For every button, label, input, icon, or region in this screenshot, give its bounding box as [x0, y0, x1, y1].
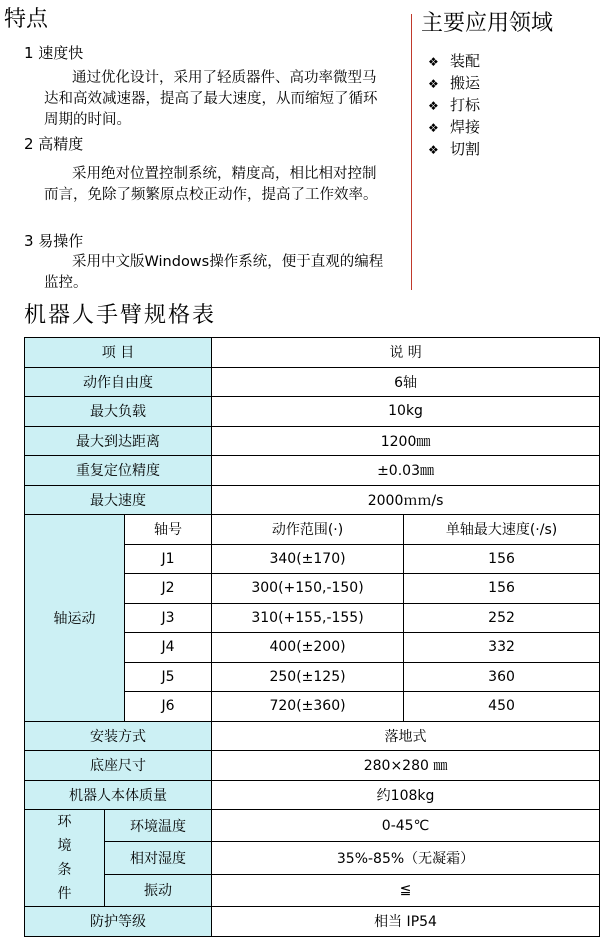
axis-range-cell: 310(+155,-155): [212, 603, 404, 633]
axis-speed-cell: 252: [404, 603, 600, 633]
axis-range-cell: 340(±170): [212, 544, 404, 574]
features-heading: 特点: [4, 7, 49, 32]
base-label: 底座尺寸: [25, 751, 212, 781]
dof-value: 6轴: [212, 367, 600, 397]
feature-2-body: 采用绝对位置控制系统，精度高，相比相对控制而言，免除了频繁原点校正动作，提高了工作效率。: [44, 166, 378, 203]
protection-value: 相当 IP54: [212, 907, 600, 937]
table-row: [25, 907, 600, 937]
install-value: 落地式: [212, 721, 600, 751]
diamond-bullet-icon: ❖: [428, 77, 439, 91]
table-row: [25, 485, 600, 515]
axis-range-cell: 720(±360): [212, 692, 404, 722]
reach-value: 1200㎜: [212, 426, 600, 456]
temp-value: 0-45℃: [212, 810, 600, 842]
diamond-bullet-icon: ❖: [428, 99, 439, 113]
vibration-label: 振动: [105, 874, 212, 906]
table-row: [25, 842, 600, 874]
application-item: ❖ 切割: [428, 140, 481, 158]
application-item: ❖ 打标: [428, 96, 481, 114]
axis-id-cell: J3: [125, 603, 212, 633]
axis-range-cell: 300(+150,-150): [212, 574, 404, 604]
axis-id-cell: J5: [125, 662, 212, 692]
feature-3-title: 3 易操作: [24, 232, 84, 250]
axis-id-cell: J2: [125, 574, 212, 604]
application-item: ❖ 装配: [428, 52, 481, 70]
axis-speed-cell: 156: [404, 574, 600, 604]
table-row: [25, 367, 600, 397]
axis-speed-cell: 332: [404, 633, 600, 663]
diamond-bullet-icon: ❖: [428, 121, 439, 135]
feature-2-title: 2 高精度: [24, 135, 84, 153]
table-row: [25, 515, 600, 545]
protection-label: 防护等级: [25, 907, 212, 937]
install-label: 安装方式: [25, 721, 212, 751]
temp-label: 环境温度: [105, 810, 212, 842]
axis-id-cell: J6: [125, 692, 212, 722]
mass-value: 约108kg: [212, 780, 600, 810]
speed-value: 2000ｍｍ/s: [212, 485, 600, 515]
axis-col-header: 单轴最大速度(·/s): [404, 515, 600, 545]
section-divider: [411, 14, 412, 290]
diamond-bullet-icon: ❖: [428, 55, 439, 69]
header-desc-cell: 说 明: [212, 338, 600, 368]
table-row: [25, 456, 600, 486]
diamond-bullet-icon: ❖: [428, 143, 439, 157]
repeatability-label: 重复定位精度: [25, 456, 212, 486]
axis-speed-cell: 450: [404, 692, 600, 722]
spec-table-heading: 机器人手臂规格表: [24, 303, 217, 328]
axis-range-cell: 400(±200): [212, 633, 404, 663]
application-item: ❖ 搬运: [428, 74, 481, 92]
axis-range-cell: 250(±125): [212, 662, 404, 692]
table-row: [25, 751, 600, 781]
spec-table: [24, 337, 600, 937]
axis-speed-cell: 360: [404, 662, 600, 692]
feature-1-title: 1 速度快: [24, 44, 84, 62]
table-row: [25, 721, 600, 751]
base-value: 280×280 ㎜: [212, 751, 600, 781]
axis-col-header: 轴号: [125, 515, 212, 545]
payload-value: 10kg: [212, 397, 600, 427]
application-item: ❖ 焊接: [428, 118, 481, 136]
axis-id-cell: J4: [125, 633, 212, 663]
vibration-value: ≦: [212, 874, 600, 906]
table-row: [25, 426, 600, 456]
feature-3-body: 采用中文版Windows操作系统，便于直观的编程监控。: [44, 254, 384, 291]
speed-label: 最大速度: [25, 485, 212, 515]
applications-heading: 主要应用领域: [421, 11, 554, 36]
feature-1-body: 通过优化设计，采用了轻质器件、高功率微型马达和高效减速器，提高了最大速度，从而缩短了循环周期的时间。: [44, 70, 378, 128]
axis-id-cell: J1: [125, 544, 212, 574]
payload-label: 最大负载: [25, 397, 212, 427]
env-group-label: 环 境 条 件: [25, 810, 105, 907]
table-row: [25, 874, 600, 906]
header-item-cell: 项 目: [25, 338, 212, 368]
humidity-label: 相对湿度: [105, 842, 212, 874]
mass-label: 机器人本体质量: [25, 780, 212, 810]
humidity-value: 35%-85%（无凝霜）: [212, 842, 600, 874]
table-row: [25, 780, 600, 810]
repeatability-value: ±0.03㎜: [212, 456, 600, 486]
table-row: [25, 338, 600, 368]
axis-speed-cell: 156: [404, 544, 600, 574]
table-row: [25, 397, 600, 427]
axis-col-header: 动作范围(·): [212, 515, 404, 545]
table-row: [25, 810, 600, 842]
dof-label: 动作自由度: [25, 367, 212, 397]
axis-group-label: 轴运动: [25, 515, 125, 722]
reach-label: 最大到达距离: [25, 426, 212, 456]
